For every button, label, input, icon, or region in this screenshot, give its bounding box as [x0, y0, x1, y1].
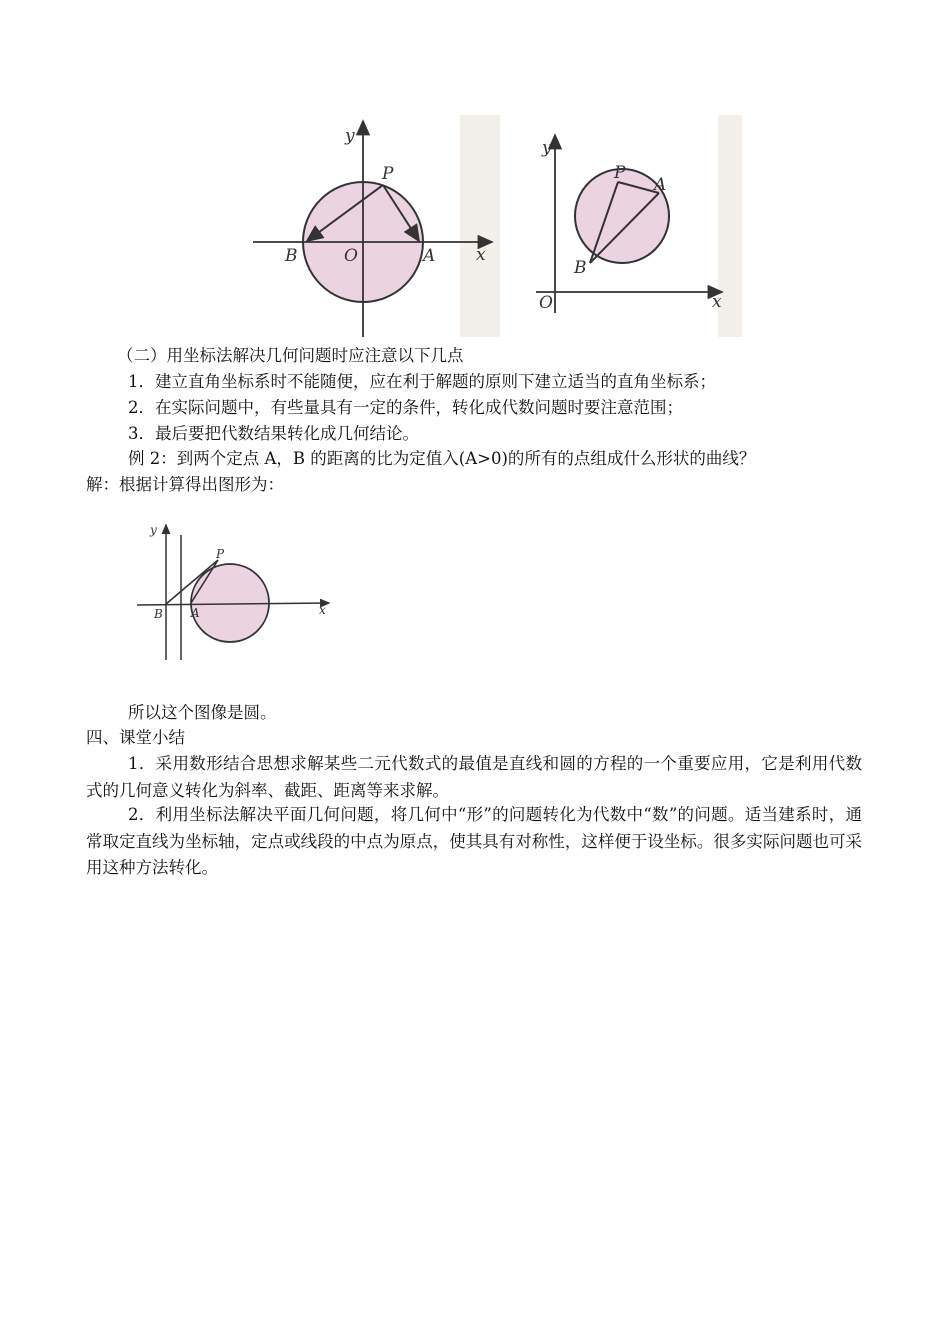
- figure-circle-origin: [250, 115, 500, 337]
- p-label: P: [382, 164, 394, 184]
- a-label: A: [191, 606, 200, 620]
- b-label: B: [154, 607, 163, 621]
- summary-point-2: 2．利用坐标法解决平面几何问题，将几何中“形”的问题转化为代数中“数”的问题。适当建系时，通常取定直线为坐标轴，定点或线段的中点为原点，使其具有对称性，这样便于设坐标。很多实际问题也可采用这种方法转化。: [86, 805, 862, 877]
- example-question: 例 2：到两个定点 A，B 的距离的比为定值入(A>0)的所有的点组成什么形状的曲线？: [128, 449, 756, 468]
- x-label: x: [476, 245, 486, 265]
- p-label: P: [216, 547, 225, 561]
- p-label: P: [614, 163, 626, 183]
- note-item-3: 3．最后要把代数结果转化成几何结论。: [128, 424, 419, 443]
- x-label: x: [319, 603, 326, 617]
- example-conclusion: 所以这个图像是圆。: [128, 703, 277, 722]
- figure-circle-quadrant: [522, 115, 742, 337]
- o-label: O: [344, 246, 358, 266]
- example-solution: 解：根据计算得出图形为：: [86, 475, 284, 494]
- note-item-2: 2．在实际问题中，有些量具有一定的条件，转化成代数问题时要注意范围；: [128, 398, 683, 417]
- figure-apollonius-circle: [134, 515, 339, 665]
- y-label: y: [345, 126, 355, 146]
- a-label: A: [654, 175, 667, 195]
- b-label: B: [285, 246, 298, 266]
- summary-point-1: 1．采用数形结合思想求解某些二元代数式的最值是直线和圆的方程的一个重要应用，它是利用代数式的几何意义转化为斜率、截距、距离等来求解。: [86, 754, 862, 800]
- y-label: y: [542, 138, 552, 158]
- b-label: B: [574, 258, 587, 278]
- o-label: O: [539, 293, 553, 313]
- notes-heading: （二）用坐标法解决几何问题时应注意以下几点: [117, 346, 464, 365]
- x-label: x: [712, 292, 722, 312]
- note-item-1: 1．建立直角坐标系时不能随便，应在利于解题的原则下建立适当的直角坐标系；: [128, 372, 716, 391]
- paper-shadow: [718, 115, 742, 337]
- summary-heading: 四、课堂小结: [86, 728, 185, 747]
- paper-shadow: [460, 115, 500, 337]
- a-label: A: [423, 246, 436, 266]
- y-label: y: [150, 523, 157, 537]
